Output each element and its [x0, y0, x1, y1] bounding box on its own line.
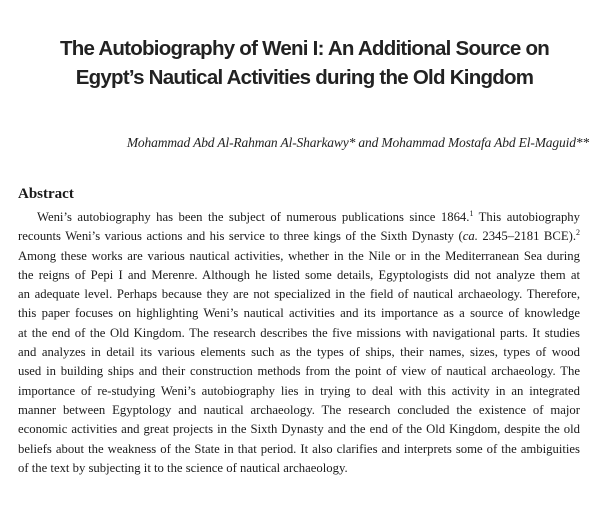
- abstract-line: used in building ships and their construction methods from the point of view of nautical archaeology. The: [18, 364, 580, 379]
- author-list: Mohammad Abd Al-Rahman Al-Sharkawy* and Mohammad Mostafa Abd El-Maguid**: [126, 135, 589, 150]
- footnote-ref[interactable]: 1: [469, 209, 474, 218]
- abstract-body: [18, 208, 580, 478]
- abstract-line: of the text by subjecting it to the science of nautical archaeology.: [18, 460, 348, 475]
- abstract-heading: Abstract: [18, 186, 74, 202]
- abstract-line: manner between Egyptology and nautical archaeology. The research concluded the existence of major: [18, 402, 580, 417]
- title-line-2: Egypt’s Nautical Activities during the Old Kingdom: [75, 66, 534, 89]
- abstract-line: recounts Weni’s various actions and his service to three kings of the Sixth Dynasty (ca. 2345–2181 BCE).$^2$: [18, 228, 581, 244]
- abstract-line: at the end of the Old Kingdom. The research describes the five missions with navigational parts. It studies: [18, 325, 580, 340]
- abstract-line: Among these works are various nautical activities, whether in the Nile or in the Mediterranean Sea during: [18, 248, 580, 263]
- abstract-line: Weni’s autobiography has been the subject of numerous publications since 1864.$^1$ This autobiography: [37, 209, 580, 224]
- abstract-line: beliefs about the weakness of the State in that period. It also clarifies and interprets some of the ambiguities: [18, 441, 580, 456]
- title-line-1: The Autobiography of Weni I: An Additional Source on: [59, 37, 550, 60]
- abstract-line: the reigns of Pepi I and Merenre. Although he listed some details, Egyptologists did not analyze them at: [18, 267, 580, 282]
- abstract-line: this paper focuses on highlighting Weni’s nautical activities and its importance as a source of knowledge: [18, 306, 580, 321]
- abstract-line: an adequate level. Perhaps because they are not specialized in the field of nautical archaeology. Therefore,: [18, 287, 580, 302]
- footnote-ref[interactable]: 2: [576, 228, 581, 238]
- paper-title: [10, 34, 599, 92]
- abstract-line: and analyzes in detail its various elements such as the types of ships, their names, sizes, types of wood: [18, 345, 580, 360]
- abstract-line: economic activities and great projects in the Sixth Dynasty and the end of the Old Kingdom, despite the old: [18, 422, 580, 437]
- abstract-line: importance of re-studying Weni’s autobiography lies in trying to deal with this activity in an integrated: [18, 383, 580, 398]
